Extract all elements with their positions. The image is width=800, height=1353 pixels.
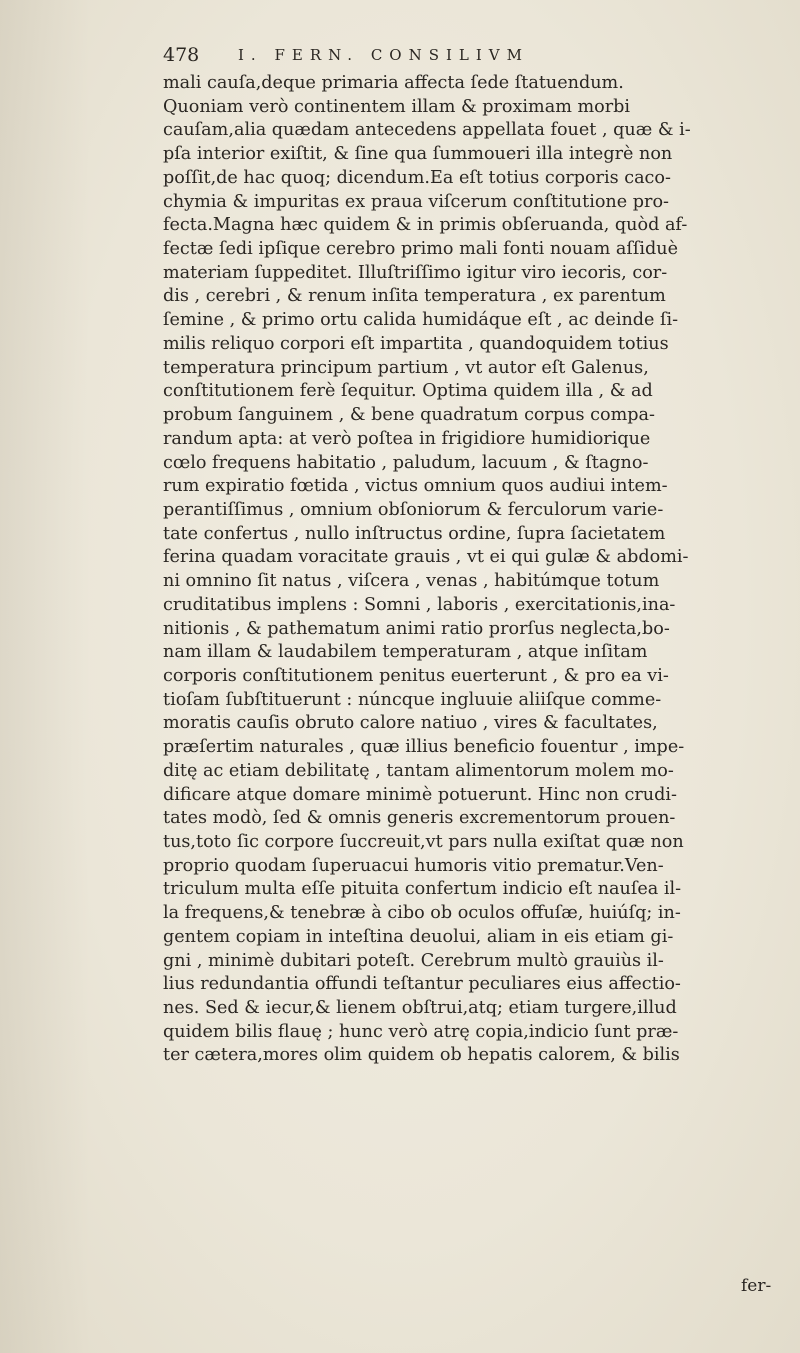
text-line: nes. Sed & iecur,& lienem obſtrui,atq; etiam turgere,illud bbox=[163, 998, 677, 1019]
catchword: fer- bbox=[741, 1276, 772, 1296]
text-line: lius redundantia offundi teſtantur peculiares eius affectio- bbox=[163, 974, 681, 995]
text-line: Quoniam verò continentem illam & proximam morbi bbox=[163, 96, 631, 117]
text-line: ſemine , & primo ortu calida humidáque eſt , ac deinde ſi- bbox=[163, 310, 679, 331]
text-line: præſertim naturales , quæ illius beneficio fouentur , impe- bbox=[163, 737, 685, 758]
text-line: randum apta: at verò poſtea in frigidiore humidiorique bbox=[163, 428, 651, 449]
text-line: triculum multa eſſe pituita confertum indicio eſt nauſea il- bbox=[163, 879, 682, 900]
text-line: tioſam ſubſtituerunt : núncque ingluuie aliiſque comme- bbox=[163, 689, 662, 710]
text-line: la frequens,& tenebræ à cibo ob oculos offuſæ, huiúſq; in- bbox=[163, 903, 681, 924]
body-text bbox=[163, 72, 793, 1068]
text-line: fecta.Magna hæc quidem & in primis obſeruanda, quòd af- bbox=[163, 215, 688, 236]
text-line: conſtitutionem ferè ſequitur. Optima quidem illa , & ad bbox=[163, 381, 653, 402]
text-line: nitionis , & pathematum animi ratio prorſus neglecta,bo- bbox=[163, 618, 670, 639]
text-line: probum ſanguinem , & bene quadratum corpus compa- bbox=[163, 405, 655, 426]
text-line: dificare atque domare minimè potuerunt. Hinc non crudi- bbox=[163, 784, 677, 805]
text-line: quidem bilis flauę ; hunc verò atrę copia,indicio ſunt præ- bbox=[163, 1021, 679, 1042]
text-line: tates modò, ſed & omnis generis excrementorum prouen- bbox=[163, 808, 676, 829]
text-line: milis reliquo corpori eſt impartita , quandoquidem totius bbox=[163, 333, 669, 354]
page-number: 478 bbox=[163, 44, 200, 66]
text-line: fectæ ſedi ipſique cerebro primo mali fonti nouam aſſiduè bbox=[163, 239, 679, 260]
text-line: gni , minimè dubitari poteſt. Cerebrum multò grauiùs il- bbox=[163, 950, 664, 971]
text-line: cauſam,alia quædam antecedens appellata fouet , quæ & i- bbox=[163, 120, 691, 141]
text-line: ni omnino ſit natus , viſcera , venas , habitúmque totum bbox=[163, 571, 660, 592]
text-line: proprio quodam ſuperuacui humoris vitio prematur.Ven- bbox=[163, 855, 664, 876]
text-line: rum expiratio fœtida , victus omnium quos audiui intem- bbox=[163, 476, 668, 497]
text-line: cruditatibus implens : Somni , laboris , exercitationis,ina- bbox=[163, 594, 676, 615]
text-line: pſa interior exiſtit, & ſine qua ſummoueri illa integrè non bbox=[163, 144, 673, 165]
text-line: corporis conſtitutionem penitus euerterunt , & pro ea vi- bbox=[163, 665, 669, 686]
text-line: gentem copiam in inteſtina deuolui, aliam in eis etiam gi- bbox=[163, 926, 674, 947]
page-header bbox=[163, 40, 683, 70]
text-line: cœlo frequens habitatio , paludum, lacuum , & ſtagno- bbox=[163, 452, 649, 473]
text-line: tate confertus , nullo inſtructus ordine, ſupra ſacietatem bbox=[163, 523, 666, 544]
text-line: ferina quadam voracitate grauis , vt ei qui gulæ & abdomi- bbox=[163, 547, 689, 568]
text-line: tus,toto ſic corpore ſuccreuit,vt pars nulla exiſtat quæ non bbox=[163, 832, 684, 852]
running-head: I. FERN. CONSILIVM bbox=[238, 46, 529, 64]
text-line: ter cætera,mores olim quidem ob hepatis calorem, & bilis bbox=[163, 1045, 680, 1066]
text-line: moratis cauſis obruto calore natiuo , vires & facultates, bbox=[163, 713, 658, 734]
text-line: dis , cerebri , & renum inſita temperatura , ex parentum bbox=[163, 286, 666, 307]
text-line: mali cauſa,deque primaria affecta ſede ſtatuendum. bbox=[163, 73, 624, 93]
text-line: poſſit,de hac quoq; dicendum.Ea eſt totius corporis caco- bbox=[163, 167, 671, 188]
text-line: temperatura principum partium , vt autor eſt Galenus, bbox=[163, 357, 649, 378]
text-line: materiam ſuppeditet. Illuſtriſſimo igitur viro iecoris, cor- bbox=[163, 262, 668, 283]
text-line: perantiſſimus , omnium obſoniorum & ferculorum varie- bbox=[163, 499, 664, 520]
text-line: chymia & impuritas ex praua viſcerum conſtitutione pro- bbox=[163, 191, 669, 212]
text-line: ditę ac etiam debilitatę , tantam alimentorum molem mo- bbox=[163, 760, 674, 781]
text-line: nam illam & laudabilem temperaturam , atque inſitam bbox=[163, 642, 648, 663]
